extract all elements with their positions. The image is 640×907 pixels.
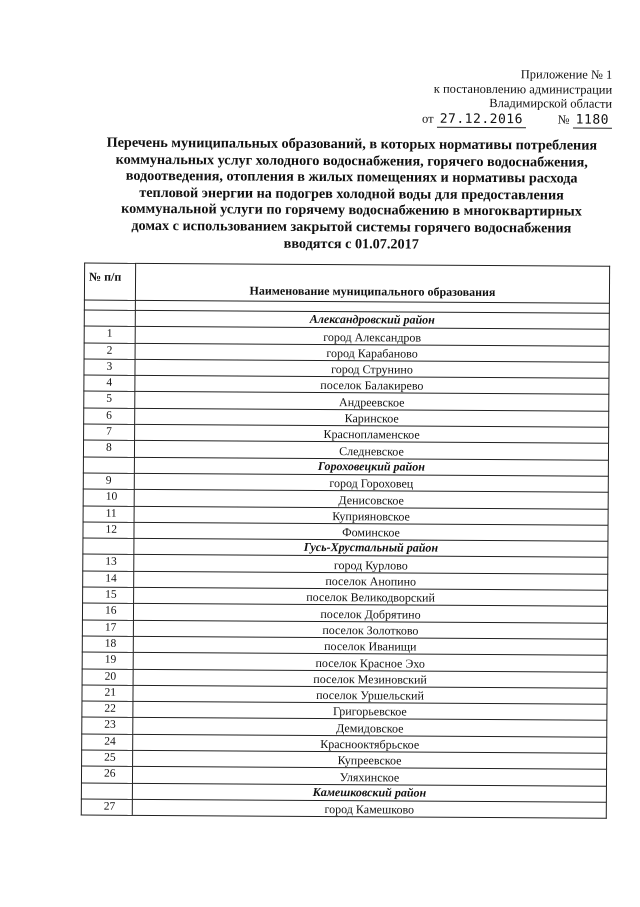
date-group [422,111,526,127]
row-number: 19 [82,652,133,669]
row-number: 9 [83,473,134,490]
municipality-name: Куприяновское [134,506,608,525]
municipality-name: Фоминское [134,522,608,541]
appendix-label: Приложение № 1 [520,67,613,82]
municipality-name: город Гороховец [134,473,608,492]
municipality-name: поселок Балакирево [135,376,609,395]
municipality-name: Краснопламенское [135,424,609,443]
column-header-number: № п/п [84,263,135,300]
row-number: 17 [82,620,133,637]
row-number: 20 [82,669,133,686]
title-line: водоотведения, отопления в жилых помещениях и нормативы расхода [125,167,578,187]
table-row [81,799,606,819]
municipality-name: Краснооктябрьское [133,734,607,753]
row-number: 11 [83,506,134,523]
row-number: 1 [84,326,135,343]
date-value: 27.12.2016 [437,111,526,128]
table-header-row [84,263,609,303]
municipality-name: Григорьевское [133,701,607,720]
document-title [75,135,628,255]
title-line: тепловой энергии на подогрев холодной воды для предоставления [139,184,564,204]
municipality-name: город Александров [135,327,609,346]
row-number: 26 [81,766,132,783]
row-number: 23 [82,717,133,734]
empty-number-cell [84,310,135,327]
district-name: Гусь-Хрустальный район [134,539,608,558]
row-number: 24 [82,734,133,751]
date-prefix: от [421,111,434,126]
municipality-name: Андреевское [135,392,609,411]
empty-number-cell [81,783,132,800]
row-number: 3 [84,359,135,376]
empty-number-cell [83,457,134,474]
municipality-name: Купреевское [133,750,607,769]
row-number: 4 [84,375,135,392]
municipality-name: город Курлово [134,555,608,574]
municipality-name: город Камешково [132,799,606,818]
region-name: Владимирской области [489,96,613,111]
municipality-name: поселок Добрятино [133,604,607,623]
row-number: 12 [83,522,134,539]
title-line: Перечень муниципальных образований, в которых нормативы потребления [106,134,598,154]
row-number: 6 [84,408,135,425]
row-number: 27 [81,799,132,816]
resolution-reference: к постановлению администрации [433,81,613,97]
district-name: Камешковский район [132,783,606,802]
row-number: 13 [83,555,134,572]
column-header-name: Наименование муниципального образования [135,263,609,303]
municipality-name: Демидовское [133,718,607,737]
row-number: 18 [82,636,133,653]
municipality-name: поселок Мезиновский [133,669,607,688]
row-number: 21 [82,685,133,702]
empty-number-cell [83,538,134,555]
row-number: 25 [82,750,133,767]
district-name: Александровский район [135,310,609,329]
number-group [558,112,612,128]
row-number: 2 [84,343,135,360]
title-line: вводятся с 01.07.2017 [283,235,419,253]
municipality-name: город Карабаново [135,343,609,362]
municipality-name: Следневское [134,441,608,460]
row-number: 7 [84,424,135,441]
municipalities-table [81,263,610,819]
municipality-name: город Струнино [135,359,609,378]
title-line: коммунальной услуги по горячему водоснабжению в многоквартирных [121,201,582,220]
district-name: Гороховецкий район [134,457,608,476]
municipality-name: поселок Уршельский [133,685,607,704]
row-number: 5 [84,392,135,409]
municipality-name: Каринское [135,408,609,427]
title-line: домах с использованием закрытой системы горячего водоснабжения [131,217,572,237]
municipality-name: поселок Золотково [133,620,607,639]
row-number: 8 [83,440,134,457]
municipality-name: поселок Красное Эхо [133,653,607,672]
date-number-line [422,111,612,128]
row-number: 16 [82,603,133,620]
title-line: коммунальных услуг холодного водоснабжения, горячего водоснабжения, [115,151,588,171]
row-number: 22 [82,701,133,718]
municipality-name: поселок Анопино [134,571,608,590]
row-number: 14 [83,571,134,588]
table-body [81,300,609,818]
municipality-name: Уляхинское [132,767,606,786]
municipality-name: Денисовское [134,490,608,509]
number-value: 1180 [573,112,612,128]
row-number: 10 [83,489,134,506]
municipality-name: поселок Иванищи [133,636,607,655]
number-prefix: № [557,111,570,127]
municipality-name: поселок Великодворский [134,587,608,606]
appendix-header [422,67,612,128]
row-number: 15 [83,587,134,604]
